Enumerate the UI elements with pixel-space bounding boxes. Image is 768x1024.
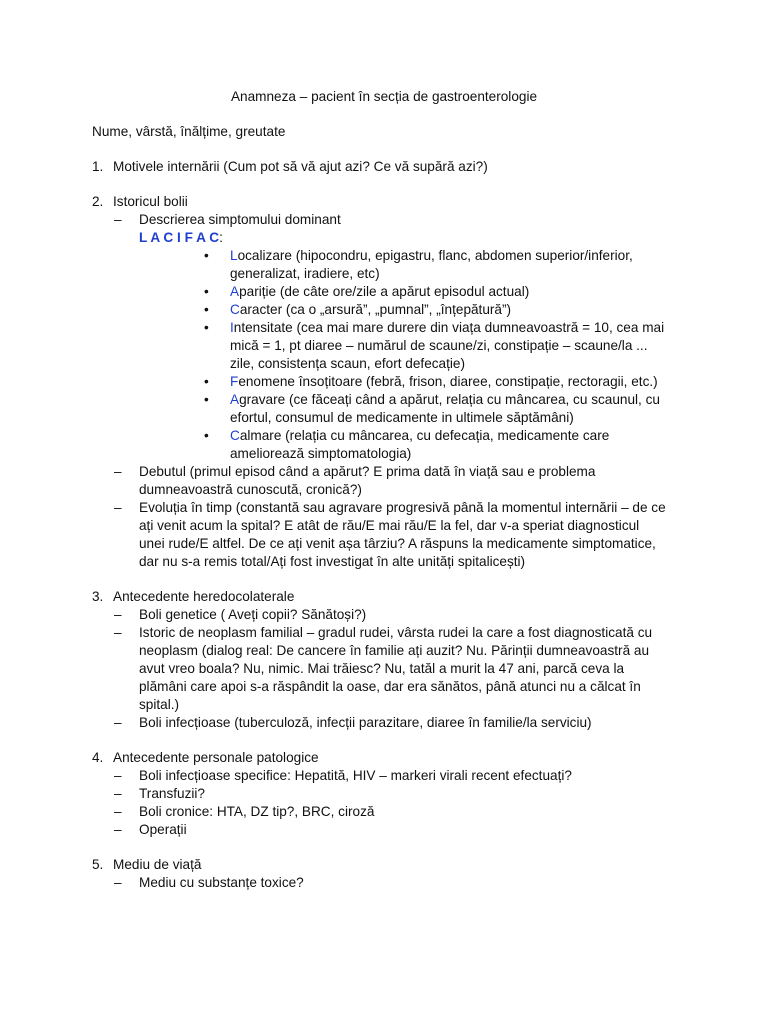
list-item <box>0 499 768 571</box>
section-1 <box>0 158 768 176</box>
dash-list <box>0 767 768 839</box>
section-title: Antecedente personale patologice <box>113 750 319 765</box>
list-item-text: Mediu cu substanțe toxice? <box>139 875 304 890</box>
dash-mark: – <box>114 607 122 622</box>
bullet-mark: • <box>204 392 209 407</box>
dash-mark: – <box>114 625 122 640</box>
lacifac-label: L A C I F A C <box>139 230 220 245</box>
intro-line: Nume, vârstă, înălțime, greutate <box>92 124 286 139</box>
list-item <box>0 373 768 391</box>
dash-list <box>0 606 768 732</box>
dash-mark: – <box>114 786 122 801</box>
list-item-text: Transfuzii? <box>139 786 205 801</box>
list-item-text: Debutul (primul episod când a apărut? E prima dată în viață sau e problema dumneavoastră cunoscută, cronică?) <box>139 464 596 497</box>
dash-mark: – <box>114 212 122 227</box>
list-item-text: ntensitate (cea mai mare durere din viața dumneavoastră = 10, cea mai mică = 1, pt diaree – numărul de scaune/zi, constipație – scaune/la ... zile, consistența scaun, efort defecație) <box>230 320 665 371</box>
section-heading <box>0 749 768 767</box>
section-heading <box>0 158 768 176</box>
bullet-mark: • <box>204 428 209 443</box>
initial-letter: F <box>230 374 239 389</box>
list-item-text: Boli infecțioase specifice: Hepatită, HIV – markeri virali recent efectuați? <box>139 768 572 783</box>
initial-letter: L <box>230 248 238 263</box>
list-item-text: Istoric de neoplasm familial – gradul rudei, vârsta rudei la care a fost diagnosticată cu neoplasm (dialog real: De cancere în familie ați auzit? Nu. Părinții dumneavoastră au avut vreo boala? Nu, nimic. Mai trăiesc? Nu, tatăl a murit la 47 ani, parcă ceva la plămâni care apoi s-a răspândit la oase, dar era sănătos, până atunci nu a călcat în spital.) <box>139 625 653 712</box>
section-title: Antecedente heredocolaterale <box>113 589 295 604</box>
initial-letter: I <box>230 320 234 335</box>
list-item-text: ocalizare (hipocondru, epigastru, flanc, abdomen superior/inferior, generalizat, iradiere, etc) <box>230 248 633 281</box>
list-item <box>0 463 768 499</box>
list-item <box>0 821 768 839</box>
initial-letter: A <box>230 284 240 299</box>
list-item-text: Boli cronice: HTA, DZ tip?, BRC, ciroză <box>139 804 375 819</box>
list-item <box>0 624 768 714</box>
dash-list <box>0 874 768 892</box>
list-item-text: Boli infecțioase (tuberculoză, infecții parazitare, diaree în familie/la serviciu) <box>139 715 592 730</box>
section-number: 1. <box>92 159 104 174</box>
list-item <box>0 427 768 463</box>
bullet-mark: • <box>204 320 209 335</box>
lacifac-heading <box>0 229 768 247</box>
dash-mark: – <box>114 804 122 819</box>
bullet-mark: • <box>204 374 209 389</box>
list-item <box>0 211 768 229</box>
initial-letter: C <box>230 428 240 443</box>
section-title: Motivele internării (Cum pot să vă ajut azi? Ce vă supără azi?) <box>113 159 488 174</box>
dash-mark: – <box>114 500 122 515</box>
section-2 <box>0 193 768 571</box>
dash-list <box>0 211 768 229</box>
list-item <box>0 391 768 427</box>
list-item-text: aracter (ca o „arsură”, „pumnal”, „înțepătură”) <box>239 302 512 317</box>
section-title: Mediu de viață <box>113 857 202 872</box>
list-item-text: Boli genetice ( Aveți copii? Sănătoși?) <box>139 607 367 622</box>
list-item <box>0 283 768 301</box>
list-item <box>0 803 768 821</box>
dash-mark: – <box>114 464 122 479</box>
initial-letter: A <box>230 392 240 407</box>
list-item <box>0 785 768 803</box>
section-4 <box>0 749 768 839</box>
list-item-text: enomene însoțitoare (febră, frison, diaree, constipație, rectoragii, etc.) <box>238 374 658 389</box>
list-item-text: almare (relația cu mâncarea, cu defecația, medicamente care ameliorează simptomatologia) <box>230 428 610 461</box>
dash-mark: – <box>114 822 122 837</box>
list-item <box>0 319 768 373</box>
bullet-mark: • <box>204 302 209 317</box>
list-item-text: Evoluția în timp (constantă sau agravare progresivă până la momentul internării – de ce ați venit acum la spital? E atât de rău/E mai rău/E la fel, dar v-a speriat diagnosticul unei rude/E altfel. De ce ați venit așa târziu? A răspuns la medicamente simptomatice, dar nu s-a remis total/Ați fost investigat în alte unități spitalicești) <box>139 500 666 569</box>
lacifac-colon: : <box>219 230 223 245</box>
list-item <box>0 714 768 732</box>
bullet-mark: • <box>204 284 209 299</box>
list-item-text: pariție (de câte ore/zile a apărut episodul actual) <box>239 284 530 299</box>
dash-mark: – <box>114 768 122 783</box>
list-item <box>0 301 768 319</box>
section-number: 5. <box>92 857 104 872</box>
list-item <box>0 606 768 624</box>
list-item-text: Operații <box>139 822 187 837</box>
lacifac-list <box>0 247 768 463</box>
list-item <box>0 247 768 283</box>
dash-mark: – <box>114 875 122 890</box>
section-number: 2. <box>92 194 104 209</box>
section-heading <box>0 588 768 606</box>
initial-letter: C <box>230 302 240 317</box>
list-item <box>0 767 768 785</box>
list-item-text: Descrierea simptomului dominant <box>139 212 341 227</box>
section-3 <box>0 588 768 732</box>
section-title: Istoricul bolii <box>113 194 188 209</box>
dash-mark: – <box>114 715 122 730</box>
bullet-mark: • <box>204 248 209 263</box>
dash-list <box>0 463 768 571</box>
section-heading <box>0 193 768 211</box>
section-heading <box>0 856 768 874</box>
section-number: 4. <box>92 750 104 765</box>
section-number: 3. <box>92 589 104 604</box>
list-item <box>0 874 768 892</box>
section-5 <box>0 856 768 892</box>
list-item-text: gravare (ce făceați când a apărut, relația cu mâncarea, cu scaunul, cu efortul, consumul de medicamente in ultimele săptămâni) <box>230 392 660 425</box>
document-title: Anamneza – pacient în secția de gastroenterologie <box>230 89 538 104</box>
